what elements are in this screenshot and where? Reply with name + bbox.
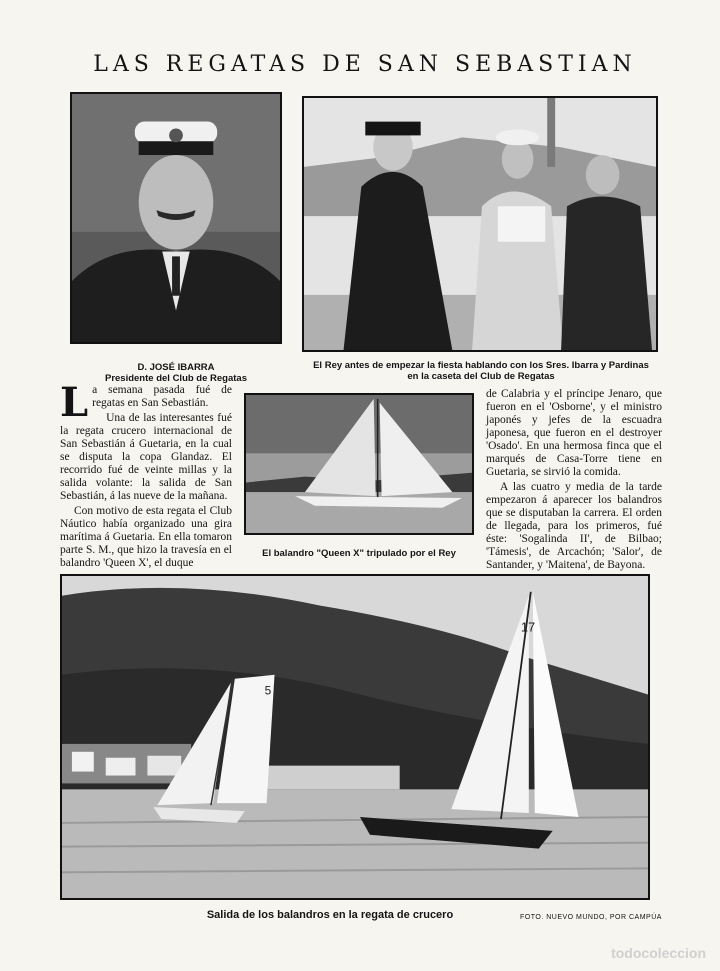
portrait-caption: [70, 362, 282, 384]
paragraph: La semana pasada fué de regatas en San Sebastián.: [60, 379, 232, 426]
paragraph: A las cuatro y media de la tarde empezaron á aparecer los balandros que se disputaban la carrera. El orden de llegada, para los primeros, fué éste: 'Sogalinda II', de Bilbao; 'Támesis', de Arcachón; 'Salor', de Santander, y 'Maitena', de Bayona.: [486, 481, 662, 571]
article-left-column: [60, 379, 232, 572]
king-caption-line1: El Rey antes de empezar la fiesta hablando con los Sres. Ibarra y Pardinas: [313, 360, 649, 371]
portrait-photo: [70, 92, 282, 344]
portrait-name: D. JOSÉ IBARRA: [137, 362, 215, 373]
article-right-column: [486, 388, 662, 574]
queen-x-photo: [244, 393, 474, 535]
regatta-start-photo: [60, 574, 650, 900]
watermark-logo: todocoleccion: [611, 945, 706, 961]
king-caption: [300, 360, 662, 382]
paragraph: de Calabria y el príncipe Jenaro, que fueron en el 'Osborne', y el ministro japonés y jefes de la escuadra japonesa, que fueron en el destroyer 'Osado'. En una hermosa finca que el marqués de Casa-Torre tiene en Guetaria, se sirvió la comida.: [486, 388, 662, 478]
paragraph: Con motivo de esta regata el Club Náutico había organizado una gira marítima á Guetaria. En ella tomaron parte S. M., que hizo la travesía en el balandro 'Queen X', el duque: [60, 505, 232, 569]
paragraph: Una de las interesantes fué la regata crucero internacional de San Sebastián á Guetaria, en la cual se disputa la copa Glandaz. El recorrido fué de veinte millas y la salida volante: la salida de San Sebastián, á las nueve de la mañana.: [60, 412, 232, 502]
portrait-role: Presidente del Club de Regatas: [104, 373, 247, 384]
regatta-start-caption: Salida de los balandros en la regata de crucero: [206, 909, 454, 921]
sail-number-17: 17: [520, 619, 536, 635]
page-title: LAS REGATAS DE SAN SEBASTIAN: [93, 52, 637, 77]
queen-x-caption: El balandro "Queen X" tripulado por el Rey: [262, 548, 456, 559]
king-conversation-photo: [302, 96, 658, 352]
sail-number-5: 5: [264, 683, 272, 698]
photo-credit: FOTO. NUEVO MUNDO, POR CAMPÚA: [520, 914, 662, 921]
drop-cap: L: [60, 379, 89, 426]
king-caption-line2: en la caseta del Club de Regatas: [407, 371, 555, 382]
